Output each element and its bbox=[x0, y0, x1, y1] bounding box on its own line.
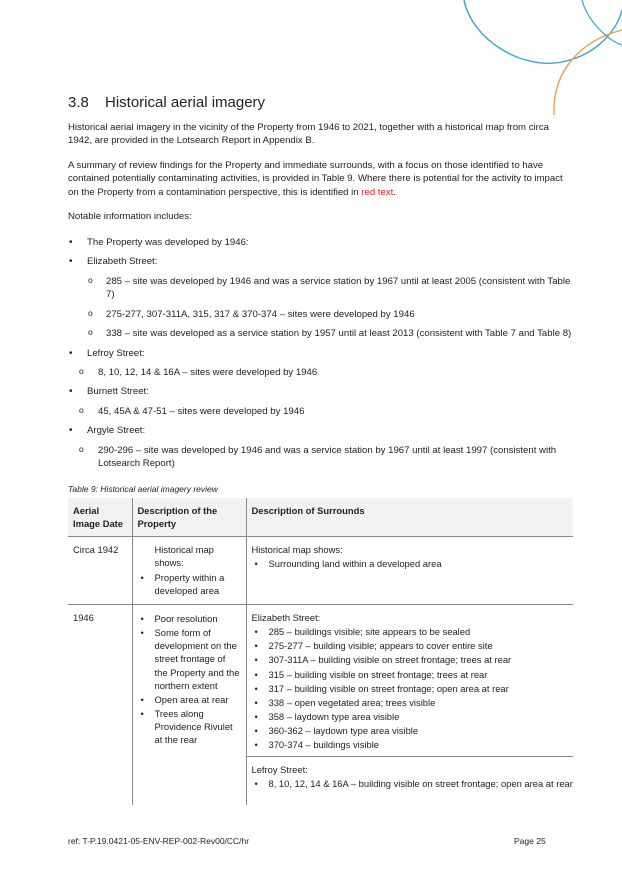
section-heading bbox=[68, 92, 265, 113]
list-item: o 338 – site was developed as a service station by 1957 until at least 2013 (consistent with Table 7 and Table 8) bbox=[68, 327, 573, 340]
aerial-review-table bbox=[68, 498, 573, 805]
list-item: • Burnett Street: bbox=[68, 385, 573, 398]
cell-property bbox=[132, 537, 246, 605]
list-item: • 8, 10, 12, 14 & 16A – building visible on street frontage; open area at rear bbox=[252, 777, 574, 790]
decorative-arcs bbox=[432, 0, 622, 115]
summary-end: . bbox=[393, 186, 396, 198]
list-item: • Poor resolution bbox=[138, 612, 241, 625]
section-title: Historical aerial imagery bbox=[105, 94, 266, 111]
table-row bbox=[68, 604, 573, 805]
list-item: • Elizabeth Street: bbox=[68, 255, 573, 268]
footer-page-number: Page 25 bbox=[514, 836, 546, 846]
footer-ref: ref: T-P.19.0421-05-ENV-REP-002-Rev00/CC/hr bbox=[68, 836, 250, 846]
list-item: o 290-296 – site was developed by 1946 and was a service station by 1967 until at least 1997 (consistent with Lotsearch Report) bbox=[68, 444, 573, 471]
surrounds-intro: Historical map shows: bbox=[251, 544, 343, 556]
list-item: • 338 – open vegetated area; trees visible bbox=[252, 696, 569, 709]
table-row bbox=[68, 537, 573, 605]
list-item: • Some form of development on the street frontage of the Property and the northern extent bbox=[138, 626, 241, 692]
surrounds-heading-lefroy: Lefroy Street: bbox=[251, 763, 308, 775]
list-item: o 8, 10, 12, 14 & 16A – sites were developed by 1946 bbox=[68, 366, 573, 379]
list-item: o 285 – site was developed by 1946 and was a service station by 1967 until at least 2005 (consistent with Table 7) bbox=[68, 275, 573, 302]
cell-date: 1946 bbox=[68, 604, 132, 805]
cell-date: Circa 1942 bbox=[68, 537, 132, 605]
list-item: • 285 – buildings visible; site appears to be sealed bbox=[252, 625, 569, 638]
table-caption: Table 9: Historical aerial imagery review bbox=[68, 484, 218, 494]
list-item: • 360-362 – laydown type area visible bbox=[252, 724, 569, 737]
surrounds-heading-elizabeth: Elizabeth Street: bbox=[251, 611, 321, 623]
list-item: • Open area at rear bbox=[138, 693, 241, 706]
section-number: 3.8 bbox=[68, 94, 89, 111]
list-item: • Lefroy Street: bbox=[68, 347, 573, 360]
property-list bbox=[138, 571, 241, 597]
list-item: • The Property was developed by 1946: bbox=[68, 236, 573, 249]
surrounds-list bbox=[252, 557, 569, 570]
paragraph-summary bbox=[68, 159, 573, 199]
cell-surrounds bbox=[246, 537, 573, 605]
list-item: o 275-277, 307-311A, 315, 317 & 370-374 – sites were developed by 1946 bbox=[68, 308, 573, 321]
cell-surrounds bbox=[246, 604, 573, 805]
list-item: • Trees along Providence Rivulet at the rear bbox=[138, 707, 241, 746]
paragraph-intro: Historical aerial imagery in the vicinity of the Property from 1946 to 2021, together with a historical map from circa 1942, are provided in the Lotsearch Report in Appendix B. bbox=[68, 122, 549, 147]
paragraph-notable: Notable information includes: bbox=[68, 211, 192, 222]
property-intro: Historical map shows: bbox=[154, 544, 214, 569]
list-item: • Argyle Street: bbox=[68, 424, 573, 437]
list-item: • 317 – building visible on street frontage; open area at rear bbox=[252, 682, 569, 695]
list-item: • 275-277 – building visible; appears to cover entire site bbox=[252, 639, 569, 652]
surrounds-list bbox=[252, 625, 569, 751]
list-item: o 45, 45A & 47-51 – sites were developed by 1946 bbox=[68, 405, 573, 418]
surrounds-list bbox=[252, 777, 574, 790]
summary-text: A summary of review findings for the Property and immediate surrounds, with a focus on those identified to have contained potentially contaminating activities, is provided in Table 9. Where there is potential for the activity to impact on the Property from a contamination perspective, this is identified in bbox=[68, 160, 563, 198]
red-text-note: red text bbox=[361, 186, 394, 198]
notable-list bbox=[68, 236, 573, 476]
header-date: Aerial Image Date bbox=[68, 498, 132, 537]
list-item: • Property within a developed area bbox=[138, 571, 241, 597]
list-item: • 307-311A – building visible on street frontage; trees at rear bbox=[252, 653, 569, 666]
surrounds-lefroy-section bbox=[247, 756, 574, 790]
list-item: • 370-374 – buildings visible bbox=[252, 738, 569, 751]
table-header-row bbox=[68, 498, 573, 537]
header-property: Description of the Property bbox=[132, 498, 246, 537]
list-item: • 315 – building visible on street frontage; trees at rear bbox=[252, 668, 569, 681]
header-surrounds: Description of Surrounds bbox=[246, 498, 573, 537]
property-list bbox=[138, 612, 241, 747]
list-item: • Surrounding land within a developed area bbox=[252, 557, 569, 570]
cell-property bbox=[132, 604, 246, 805]
list-item: • 358 – laydown type area visible bbox=[252, 710, 569, 723]
